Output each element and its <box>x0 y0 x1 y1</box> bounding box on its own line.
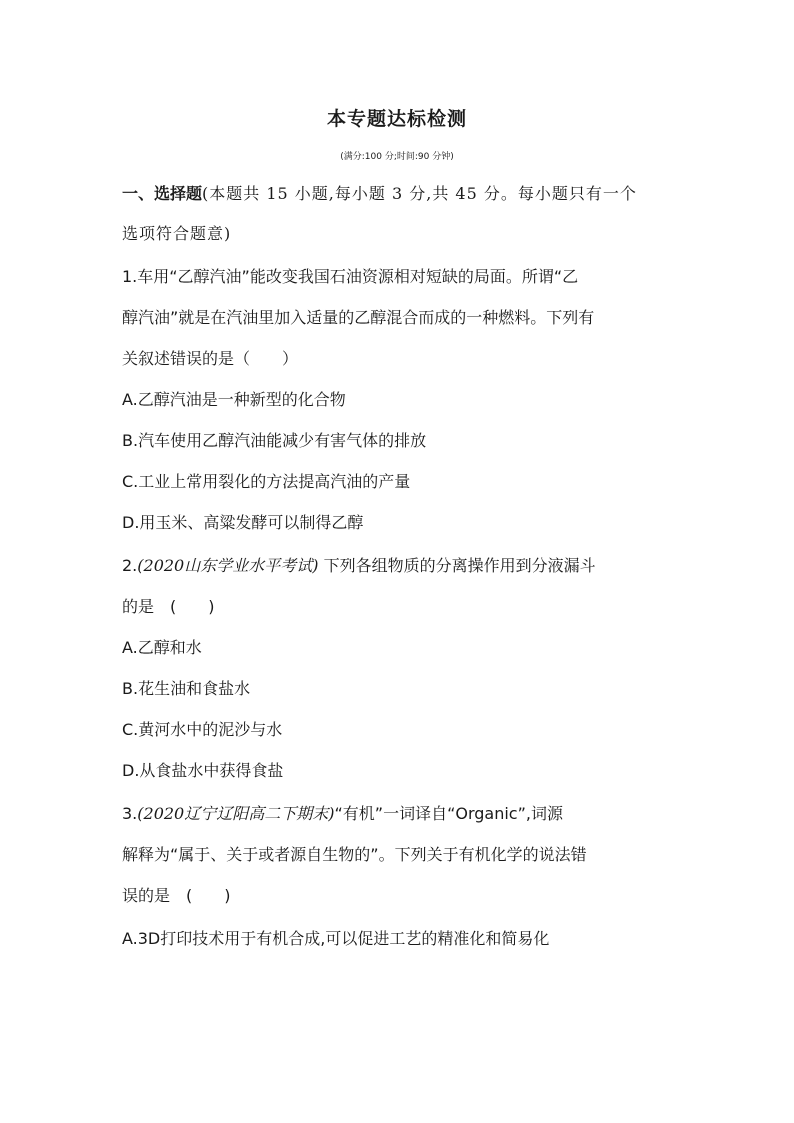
question-1-stem: 醇汽油”就是在汽油里加入适量的乙醇混合而成的一种燃料。下列有 <box>122 308 595 327</box>
question-2-stem-text: 下列各组物质的分离操作用到分液漏斗 <box>318 556 596 575</box>
page-title: 本专题达标检测 <box>326 108 467 130</box>
question-2-number: 2. <box>122 556 138 575</box>
question-2-option-a: A.乙醇和水 <box>122 638 202 657</box>
question-3-stem: 误的是 ( ) <box>122 886 231 905</box>
section-heading: 一、选择题 <box>122 184 203 203</box>
question-3-number: 3. <box>122 804 138 823</box>
question-3-stem <box>122 804 563 824</box>
question-1-option-c: C.工业上常用裂化的方法提高汽油的产量 <box>122 472 411 491</box>
question-1-option-a: A.乙醇汽油是一种新型的化合物 <box>122 390 346 409</box>
question-1-stem: 1.车用“乙醇汽油”能改变我国石油资源相对短缺的局面。所谓“乙 <box>122 267 579 286</box>
question-1-option-d: D.用玉米、高粱发酵可以制得乙醇 <box>122 513 364 532</box>
section-header <box>122 184 637 204</box>
question-2-stem <box>122 556 596 576</box>
question-1-option-b: B.汽车使用乙醇汽油能减少有害气体的排放 <box>122 431 427 450</box>
section-note-continued: 选项符合题意) <box>122 224 232 243</box>
question-2-option-c: C.黄河水中的泥沙与水 <box>122 720 283 739</box>
exam-score-time-note: (满分:100 分;时间:90 分钟) <box>340 152 454 162</box>
question-2-option-d: D.从食盐水中获得食盐 <box>122 761 284 780</box>
question-3-source: (2020辽宁辽阳高二下期末) <box>137 804 335 823</box>
question-1-stem: 关叙述错误的是（ ） <box>122 349 299 368</box>
question-2-source: (2020山东学业水平考试) <box>137 556 319 575</box>
question-3-stem-text: “有机”一词译自“Organic”,词源 <box>334 804 563 823</box>
question-3-stem: 解释为“属于、关于或者源自生物的”。下列关于有机化学的说法错 <box>122 845 587 864</box>
question-2-option-b: B.花生油和食盐水 <box>122 679 251 698</box>
section-note: (本题共 15 小题,每小题 3 分,共 45 分。每小题只有一个 <box>202 184 637 203</box>
question-3-option-a: A.3D打印技术用于有机合成,可以促进工艺的精准化和简易化 <box>122 929 550 948</box>
question-2-stem: 的是 ( ) <box>122 597 215 616</box>
